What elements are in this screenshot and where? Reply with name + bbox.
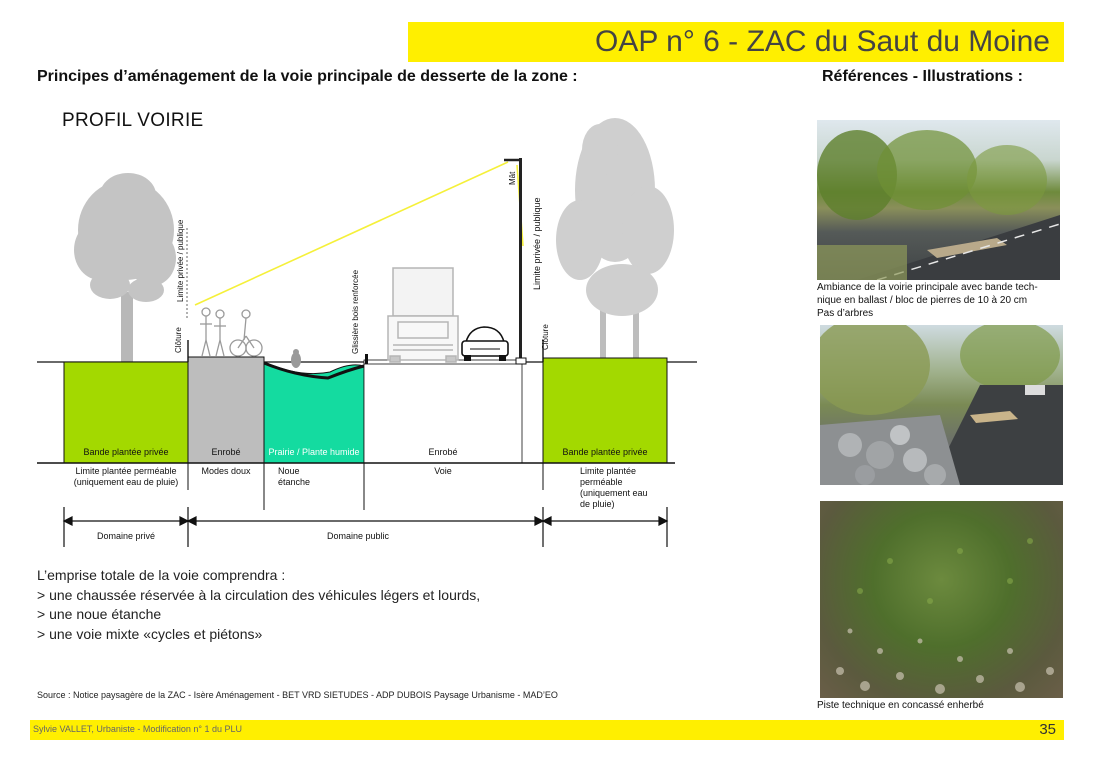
tree-left-illustration: [74, 173, 176, 362]
references-title: Références - Illustrations :: [822, 68, 1023, 85]
tree-right-illustration: [556, 118, 674, 358]
zone-description-4: Voie: [434, 466, 452, 476]
diagram-title: PROFIL VOIRIE: [62, 110, 204, 131]
footer-bar: [30, 720, 1064, 740]
description-line: > une noue étanche: [37, 606, 162, 622]
zone-label-2: Enrobé: [211, 447, 241, 457]
reference-photo-stones: [820, 325, 1063, 485]
truck-illustration: [388, 268, 458, 362]
zone-label-1: Bande plantée privée: [83, 447, 169, 457]
description-line: > une voie mixte «cycles et piétons»: [37, 625, 263, 642]
label-mat: Mât: [508, 171, 517, 185]
section-subtitle: Principes d’aménagement de la voie principale de desserte de la zone :: [37, 68, 578, 85]
car-illustration: [462, 327, 508, 361]
road-description: [37, 566, 480, 644]
label-glissiere: Glissière bois renforcée: [351, 269, 360, 354]
reference-photo-road: [817, 120, 1060, 280]
domain-public-label: Domaine public: [326, 531, 390, 541]
lamp-post-illustration: [504, 158, 526, 364]
zone-label-5: Bande plantée privée: [562, 447, 648, 457]
zone-description-1: Limite plantée perméable (uniquement eau de pluie): [73, 466, 179, 487]
page-number: 35: [1039, 721, 1056, 738]
guardrail-post: [365, 354, 368, 364]
reference-caption-3: Piste technique en concassé enherbé: [817, 700, 984, 711]
footer-author: Sylvie VALLET, Urbaniste - Modification n° 1 du PLU: [33, 724, 243, 734]
description-line: > une chaussée réservée à la circulation des véhicules légers et lourds,: [37, 586, 481, 603]
label-cloture-right: Clôture: [541, 324, 550, 350]
zone-description-3: Noue étanche: [278, 466, 311, 487]
reference-photo-gravel: [820, 501, 1063, 698]
zone-description-2: Modes doux: [201, 466, 251, 476]
pedestrians-cyclist-illustration: [200, 308, 262, 356]
noue-plant-illustration: [291, 349, 301, 368]
label-limite-left: Limite privée / publique: [176, 219, 185, 302]
description-line: L’emprise totale de la voie comprendra :: [37, 567, 286, 583]
label-cloture-left: Clôture: [174, 327, 183, 353]
source-note: Source : Notice paysagère de la ZAC - Isère Aménagement - BET VRD SIETUDES - ADP DUBOIS Paysage Urbanisme - MAD’EO: [37, 690, 558, 700]
zone-label-3: Prairie / Plante humide: [268, 447, 360, 457]
reference-caption-1: Ambiance de la voirie principale avec bande tech- nique en ballast / bloc de pierres de 10 à 20 cm Pas d’arbres: [817, 282, 1038, 319]
label-limite-right: Limite privée / publique: [532, 197, 542, 290]
page-title: OAP n° 6 - ZAC du Saut du Moine: [594, 25, 1050, 58]
zone-label-4: Enrobé: [428, 447, 458, 457]
zone-description-5: Limite plantée perméable (uniquement eau de pluie): [580, 466, 648, 509]
domain-private-label: Domaine privé: [96, 531, 156, 541]
